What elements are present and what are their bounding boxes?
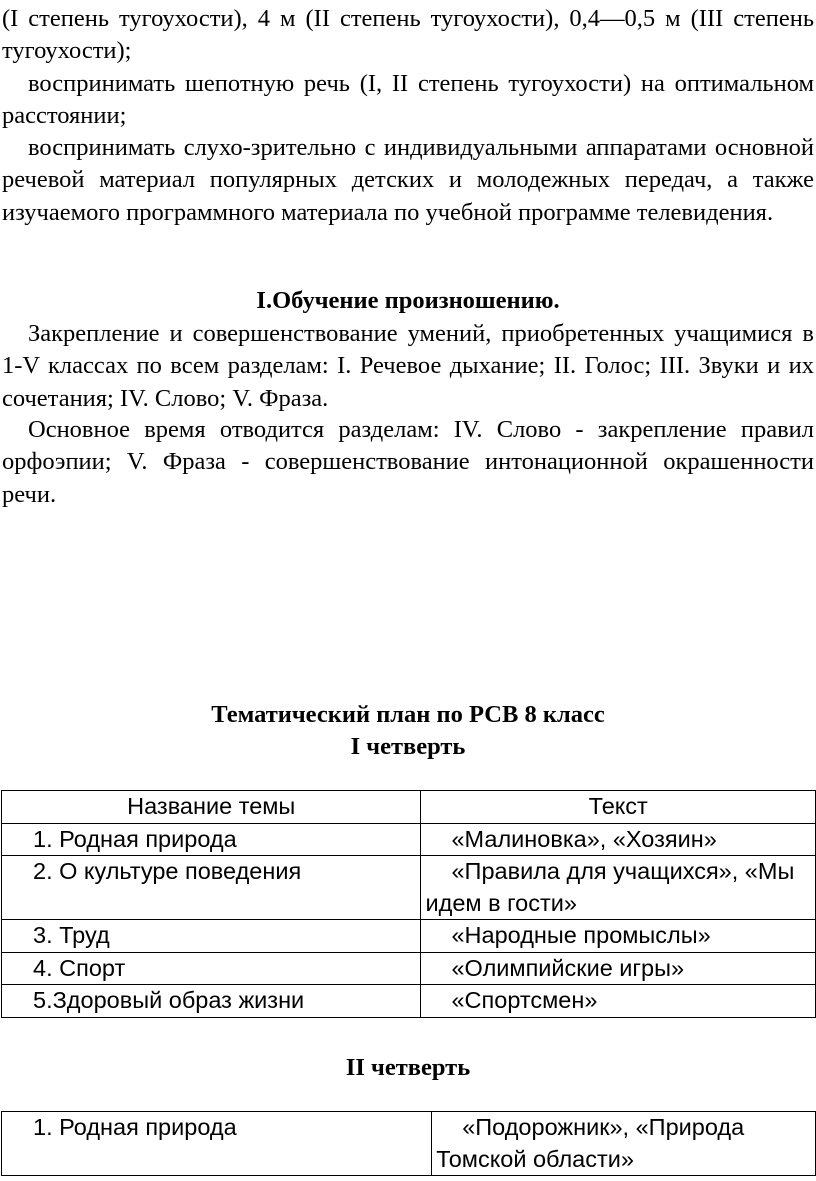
row-topic: 5.Здоровый образ жизни xyxy=(2,985,421,1018)
paragraph-main-time: Основное время отводится разделам: IV. Слово - закрепление правил орфоэпии; V. Фраза - совершенствование интонационной окрашенности речи. xyxy=(2,416,814,508)
row-topic: 1. Родная природа xyxy=(2,823,421,856)
quarter-1-title: I четверть xyxy=(350,733,466,760)
row-topic: 2. О культуре поведения xyxy=(2,856,421,920)
paragraph-skill-consolidation: Закрепление и совершенствование умений, приобретенных учащимися в 1-V классах по всем разделам: I. Речевое дыхание; II. Голос; III. Звуки и их сочетания; IV. Слово; V. Фраза. xyxy=(2,320,814,412)
plan-title: Тематический план по РСВ 8 класс xyxy=(211,701,605,728)
table-row xyxy=(2,856,816,920)
header-text: Текст xyxy=(421,791,816,824)
row-text: «Подорожник», «Природа Томской области» xyxy=(432,1112,816,1176)
quarter-2-title: II четверть xyxy=(345,1054,471,1081)
paragraph-audiovisual-perception: воспринимать слухо-зрительно с индивидуальными аппаратами основной речевой материал популярных детских и молодежных передач, а также изучаемого программного материала по учебной программе телевидения. xyxy=(2,134,814,226)
paragraph-hearing-distances: (I степень тугоухости), 4 м (II степень тугоухости), 0,4—0,5 м (III степень тугоухости); xyxy=(2,5,814,65)
row-text: «Народные промыслы» xyxy=(421,920,816,953)
quarter-2-table xyxy=(1,1111,816,1176)
table-row xyxy=(2,1112,816,1176)
table-row xyxy=(2,823,816,856)
row-topic: 4. Спорт xyxy=(2,952,421,985)
table-header-row xyxy=(2,791,816,824)
row-text: «Спортсмен» xyxy=(421,985,816,1018)
table-row xyxy=(2,985,816,1018)
row-topic: 1. Родная природа xyxy=(2,1112,432,1176)
paragraph-whisper-speech: воспринимать шепотную речь (I, II степень тугоухости) на оптимальном расстоянии; xyxy=(2,70,814,130)
table-row xyxy=(2,920,816,953)
quarter-1-table xyxy=(1,790,816,1018)
section-heading-pronunciation: I.Обучение произношению. xyxy=(256,287,560,314)
table-row xyxy=(2,952,816,985)
row-text: «Правила для учащихся», «Мы идем в гости» xyxy=(421,856,816,920)
row-text: «Малиновка», «Хозяин» xyxy=(421,823,816,856)
header-topic: Название темы xyxy=(2,791,421,824)
row-text: «Олимпийские игры» xyxy=(421,952,816,985)
row-topic: 3. Труд xyxy=(2,920,421,953)
